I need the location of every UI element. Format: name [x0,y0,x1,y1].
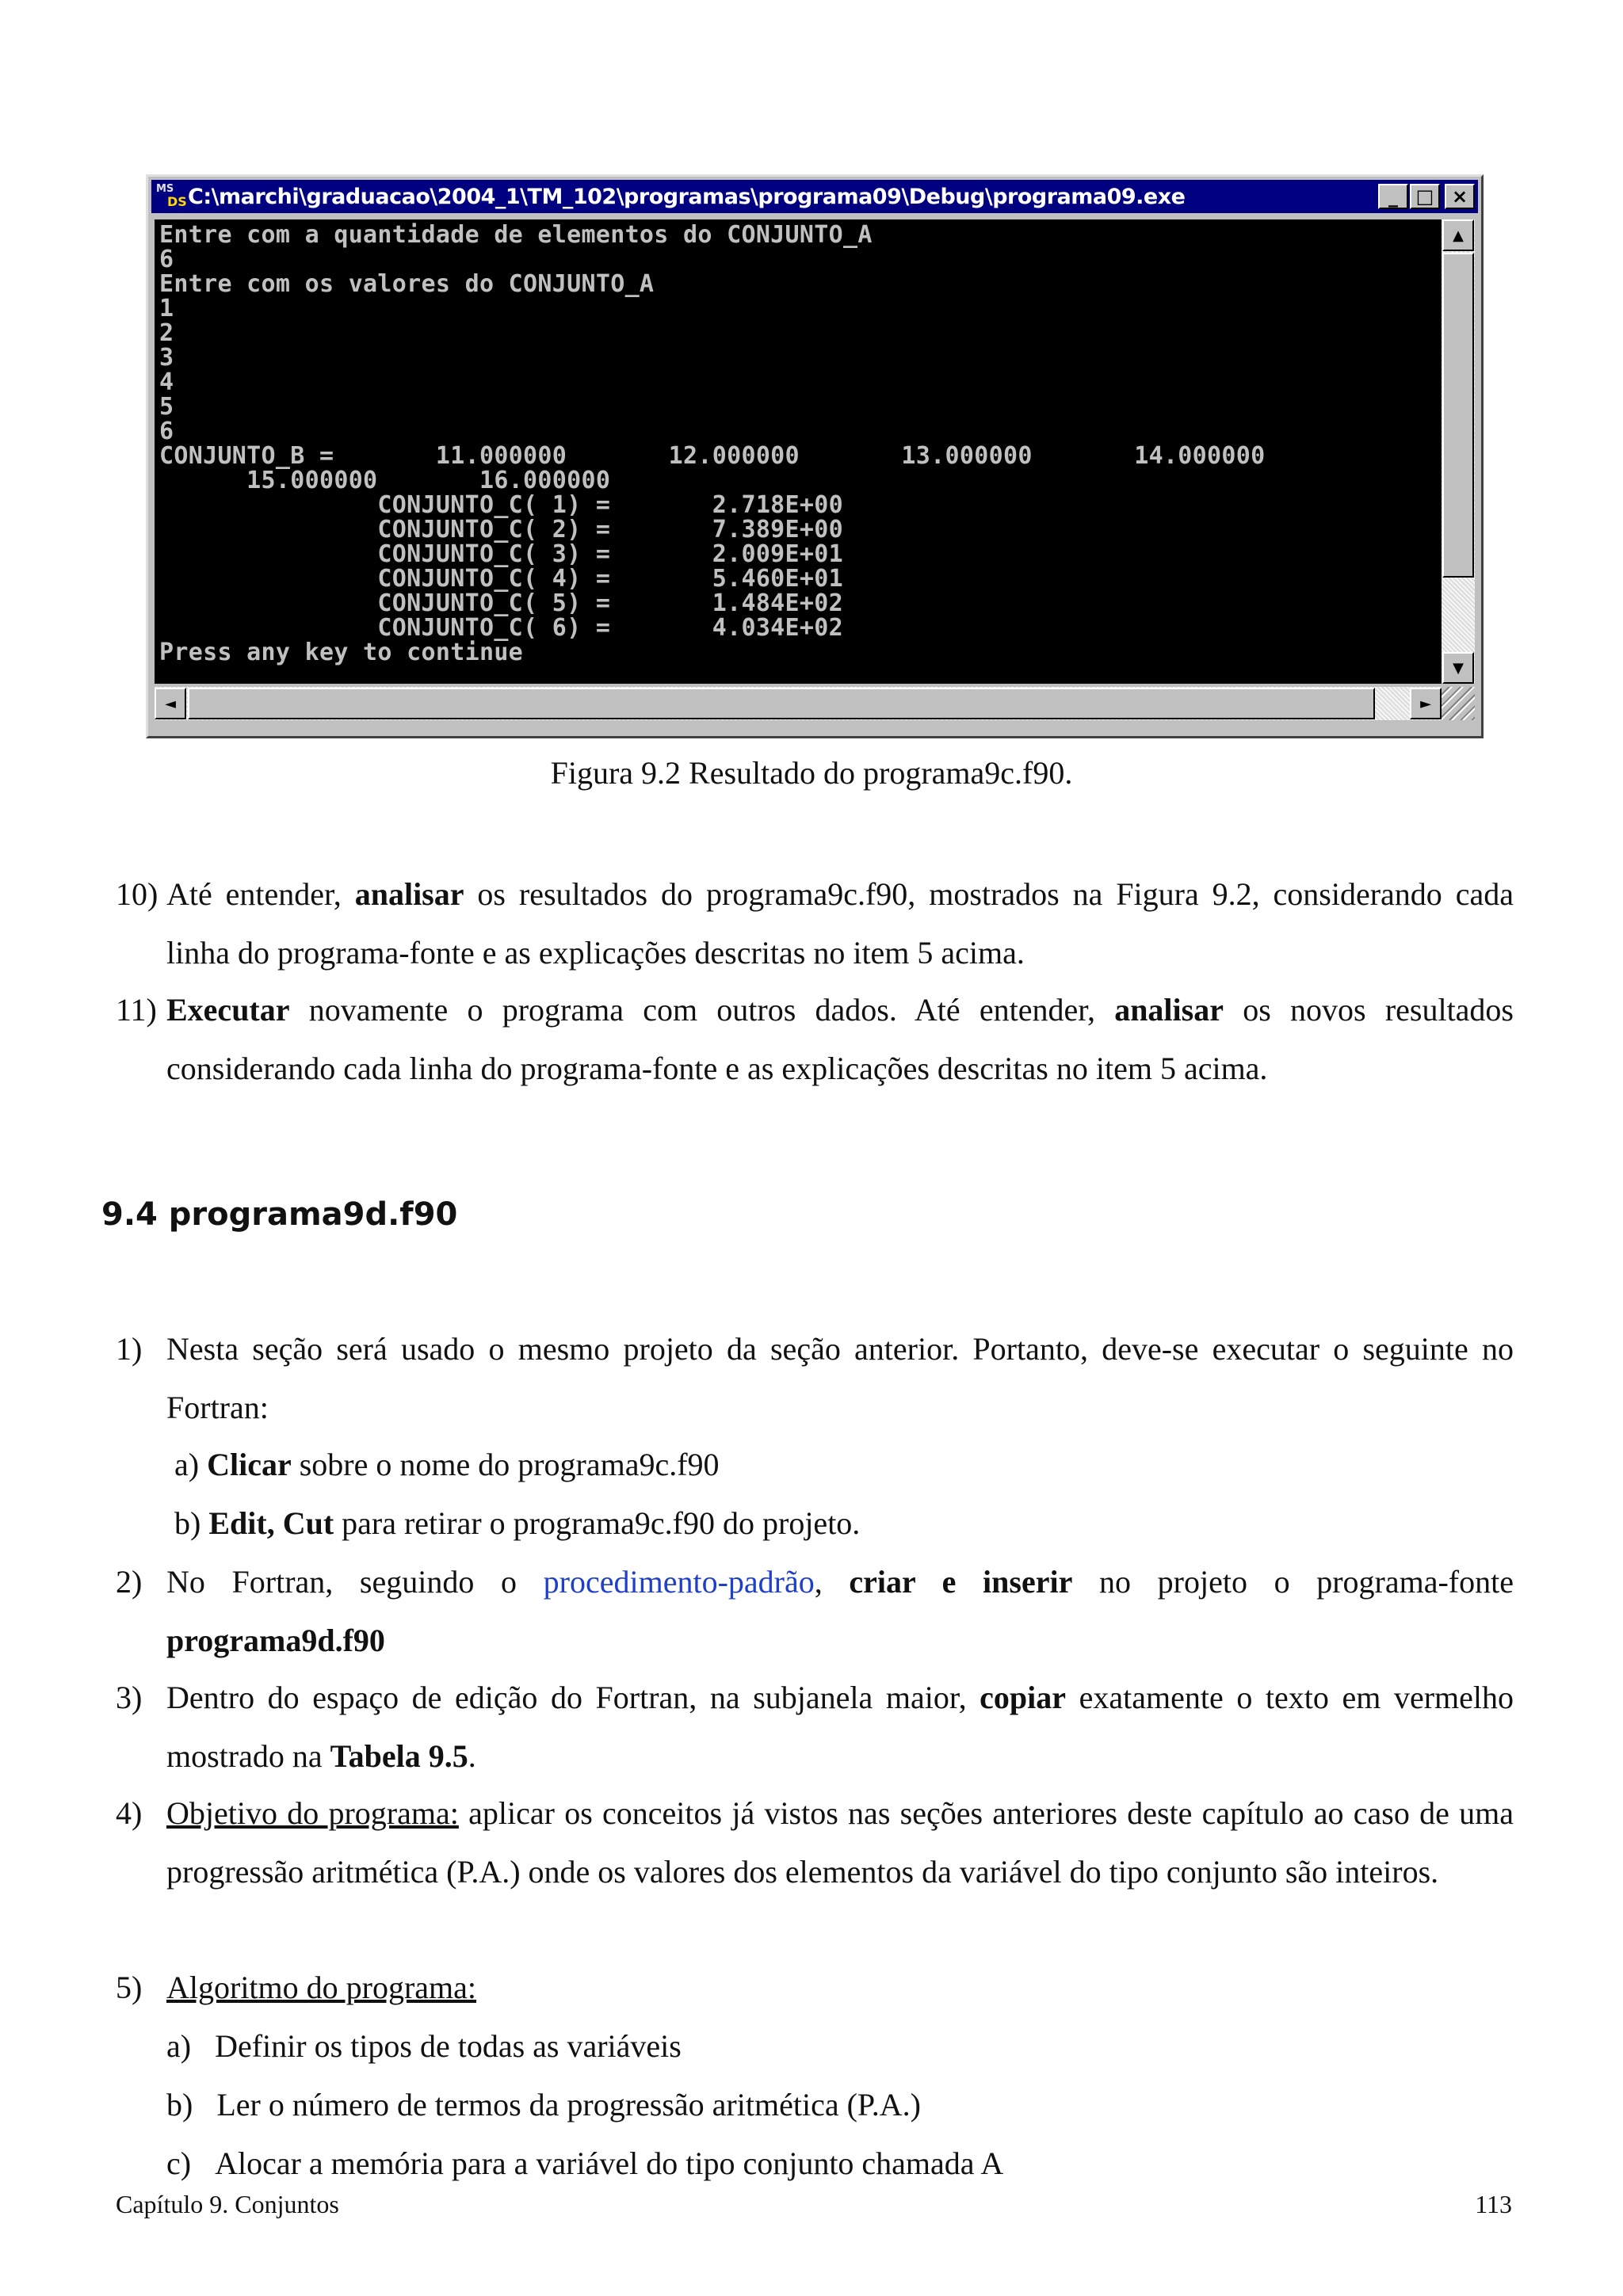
scroll-down-arrow-icon[interactable]: ▼ [1442,652,1474,684]
item-number: 2) [116,1564,143,1600]
section-heading: 9.4 programa9d.f90 [101,1196,458,1233]
horizontal-scroll-thumb[interactable] [188,688,1375,719]
item-number: 11) [116,992,157,1028]
scroll-up-arrow-icon[interactable]: ▲ [1442,219,1474,251]
item-text: No Fortran, seguindo o procedimento-padrão, criar e inserir no projeto o programa-fonte programa9d.f90 [166,1564,1514,1658]
list-item [116,1784,1514,1901]
figure-caption: Figura 9.2 Resultado do programa9c.f90. [550,755,1073,791]
list-item [116,1553,1514,1670]
sub-item: a) Definir os tipos de todas as variáveis [166,2028,682,2064]
item-text: Nesta seção será usado o mesmo projeto da seção anterior. Portanto, deve-se executar o seguinte no Fortran: [166,1331,1514,1425]
sub-item: b) Ler o número de termos da progressão aritmética (P.A.) [166,2087,921,2122]
page-number: 113 [1475,2190,1512,2218]
list-item [116,1320,1514,1437]
item-number: 4) [116,1795,143,1831]
list-item [116,1958,1514,2017]
console-output-text: Entre com a quantidade de elementos do CONJUNTO_A 6 Entre com os valores do CONJUNTO_A 1 2 3 4 5 6 CONJUNTO_B = 11.000000 12.000000 13.000000 14.000000 15.000000 16.000000 CONJUNTO_C( 1) = 2.718E+00 CONJUNTO_C( 2) = 7.389E+00 CONJUNTO_C( 3) = 2.009E+01 CONJUNTO_C( 4) = 5.460E+01 CONJUNTO_C( 5) = 1.484E+02 CONJUNTO_C( 6) = 4.034E+02 Press any key to continue [159,221,1266,666]
list-item [116,865,1514,982]
vertical-scroll-thumb[interactable] [1442,253,1474,578]
item-text: Dentro do espaço de edição do Fortran, na subjanela maior, copiar exatamente o texto em vermelho mostrado na Tabela 9.5. [166,1680,1514,1774]
sub-item: a) Clicar sobre o nome do programa9c.f90 [174,1447,720,1482]
list-item [116,981,1514,1098]
sub-item: b) Edit, Cut para retirar o programa9c.f90 do projeto. [174,1505,861,1541]
footer-chapter: Capítulo 9. Conjuntos [116,2190,339,2218]
item-text: Objetivo do programa: aplicar os conceitos já vistos nas seções anteriores deste capítulo ao caso de uma progressão aritmética (P.A.) onde os valores dos elementos da variável do tipo conjunto são inteiros. [166,1795,1514,1890]
resize-grip-icon[interactable] [1442,687,1475,720]
console-title: C:\marchi\graduacao\2004_1\TM_102\programas\programa09\Debug\programa09.exe [188,184,1186,209]
close-button[interactable]: × [1445,184,1475,209]
vertical-scrollbar[interactable] [1442,219,1475,684]
minimize-button[interactable]: _ [1378,184,1408,209]
scroll-right-arrow-icon[interactable]: ► [1410,688,1442,719]
procedimento-padrao-link[interactable]: procedimento-padrão [543,1564,815,1600]
horizontal-scrollbar[interactable] [155,687,1442,720]
item-number: 10) [116,876,158,912]
console-output-area[interactable] [155,219,1442,684]
msdev-app-icon: MS DS [156,183,187,209]
console-titlebar [151,180,1478,213]
item-number: 3) [116,1680,143,1715]
sub-item: c) Alocar a memória para a variável do tipo conjunto chamada A [166,2145,1004,2181]
list-item [116,1669,1514,1786]
console-window [146,174,1484,738]
maximize-button[interactable]: □ [1410,184,1440,209]
item-text: Algoritmo do programa: [166,1970,477,2005]
scroll-left-arrow-icon[interactable]: ◄ [155,688,186,719]
item-text: Até entender, analisar os resultados do programa9c.f90, mostrados na Figura 9.2, considerando cada linha do programa-fonte e as explicações descritas no item 5 acima. [166,876,1514,971]
item-number: 1) [116,1331,143,1367]
item-number: 5) [116,1970,143,2005]
item-text: Executar novamente o programa com outros dados. Até entender, analisar os novos resultados considerando cada linha do programa-fonte e as explicações descritas no item 5 acima. [166,992,1514,1086]
